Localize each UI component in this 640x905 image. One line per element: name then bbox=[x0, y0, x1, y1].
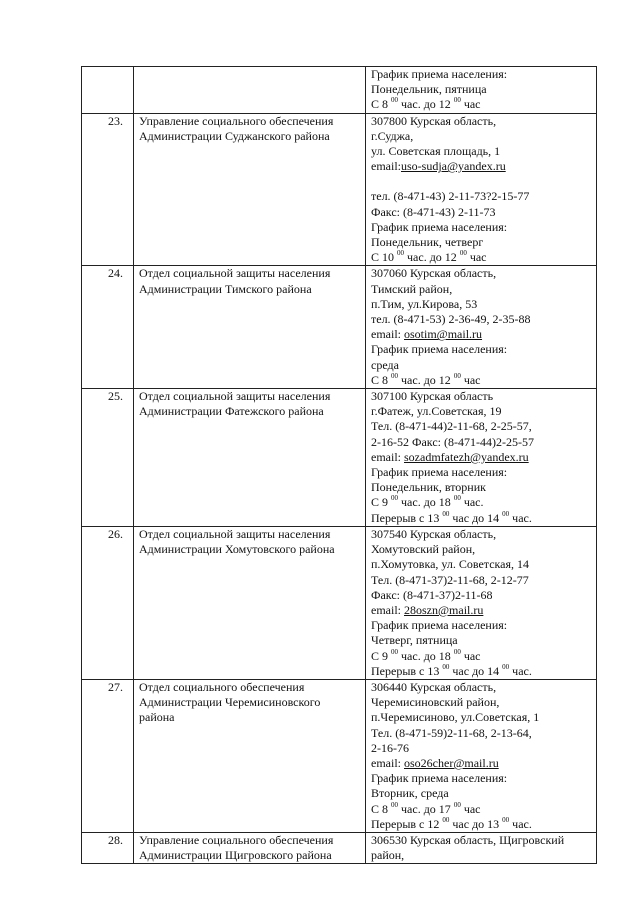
contact-line: Факс: (8-471-37)2-11-68 bbox=[371, 587, 493, 602]
text-segment: час до 14 bbox=[449, 510, 503, 525]
contact-cell bbox=[366, 679, 597, 832]
table-row bbox=[82, 67, 597, 114]
organization-name-line: Отдел социальной защиты населения bbox=[139, 526, 331, 541]
contact-line: Факс: (8-471-43) 2-11-73 bbox=[371, 204, 496, 219]
contact-line: п.Черемисиново, ул.Советская, 1 bbox=[371, 710, 540, 725]
contact-line: район, bbox=[371, 848, 405, 863]
contact-line: г.Фатеж, ул.Советская, 19 bbox=[371, 404, 502, 419]
contact-line: Понедельник, пятница bbox=[371, 82, 487, 97]
organization-name-line: Администрации Черемисиновского bbox=[139, 695, 321, 710]
time-superscript: 00 bbox=[391, 647, 399, 656]
contact-line: График приема населения: bbox=[371, 465, 508, 480]
text-segment: Перерыв с 13 bbox=[371, 510, 443, 525]
organization-name-line: Администрации Хомутовского района bbox=[139, 542, 335, 557]
contact-line bbox=[371, 250, 592, 265]
contact-line: Тел. (8-471-37)2-11-68, 2-12-77 bbox=[371, 572, 529, 587]
time-superscript: 00 bbox=[391, 800, 399, 809]
text-segment: час. до 17 bbox=[398, 801, 454, 816]
contact-line bbox=[371, 664, 592, 679]
time-superscript: 00 bbox=[391, 96, 399, 105]
organization-cell bbox=[134, 67, 366, 114]
contact-line: Понедельник, вторник bbox=[371, 480, 486, 495]
contact-line: 307060 Курская область, bbox=[371, 266, 497, 281]
time-superscript: 00 bbox=[442, 509, 450, 518]
contact-line: 307100 Курская область bbox=[371, 389, 494, 404]
time-superscript: 00 bbox=[502, 509, 510, 518]
email-link[interactable]: uso-sudja@yandex.ru bbox=[401, 159, 506, 174]
contact-line bbox=[371, 373, 592, 388]
contact-line: 306440 Курская область, bbox=[371, 679, 497, 694]
blank-line bbox=[371, 174, 592, 189]
contact-line: Черемисиновский район, bbox=[371, 695, 500, 710]
contact-line bbox=[371, 756, 592, 771]
email-link[interactable]: osotim@mail.ru bbox=[404, 327, 483, 342]
text-segment: час. до 12 bbox=[404, 250, 460, 265]
text-segment: С 8 bbox=[371, 801, 392, 816]
text-segment: час. до 18 bbox=[398, 648, 454, 663]
time-superscript: 00 bbox=[453, 494, 461, 503]
text-segment: час. bbox=[509, 816, 532, 831]
organization-name-line: Управление социального обеспечения bbox=[139, 113, 334, 128]
organization-name-line: района bbox=[139, 710, 175, 725]
email-link[interactable]: 28oszn@mail.ru bbox=[404, 602, 484, 617]
text-segment: Перерыв с 12 bbox=[371, 816, 443, 831]
table-row bbox=[82, 832, 597, 863]
contact-line: Вторник, среда bbox=[371, 786, 449, 801]
text-segment: email: bbox=[371, 327, 404, 342]
time-superscript: 00 bbox=[502, 815, 510, 824]
organization-name-line: Отдел социальной защиты населения bbox=[139, 389, 331, 404]
text-segment: email: bbox=[371, 602, 404, 617]
contact-line: п.Тим, ул.Кирова, 53 bbox=[371, 296, 478, 311]
text-segment: email: bbox=[371, 755, 404, 770]
contact-line: График приема населения: bbox=[371, 67, 508, 81]
contact-line bbox=[371, 495, 592, 510]
contact-line bbox=[371, 649, 592, 664]
organization-cell bbox=[134, 832, 366, 863]
contact-line: График приема населения: bbox=[371, 342, 508, 357]
row-number: 28. bbox=[82, 832, 134, 863]
text-segment: час. bbox=[509, 510, 532, 525]
text-segment: час bbox=[460, 97, 481, 112]
text-segment: час. до 18 bbox=[398, 495, 454, 510]
text-segment: email: bbox=[371, 449, 404, 464]
text-segment: час до 13 bbox=[449, 816, 503, 831]
contact-line: Тел. (8-471-44)2-11-68, 2-25-57, bbox=[371, 419, 532, 434]
table-body bbox=[82, 67, 597, 864]
organization-name-line: Управление социального обеспечения bbox=[139, 832, 334, 847]
contact-line: Хомутовский район, bbox=[371, 542, 476, 557]
contact-line bbox=[371, 802, 592, 817]
contact-line: График приема населения: bbox=[371, 219, 508, 234]
contact-line: 2-16-52 Факс: (8-471-44)2-25-57 bbox=[371, 434, 534, 449]
table-row bbox=[82, 679, 597, 832]
row-number: 23. bbox=[82, 113, 134, 266]
time-superscript: 00 bbox=[397, 249, 405, 258]
time-superscript: 00 bbox=[453, 371, 461, 380]
organization-name-line: Администрации Тимского района bbox=[139, 281, 312, 296]
text-segment: С 8 bbox=[371, 97, 392, 112]
contact-line: 306530 Курская область, Щигровский bbox=[371, 832, 565, 847]
contact-line bbox=[371, 603, 592, 618]
organization-name-line: Отдел социального обеспечения bbox=[139, 679, 305, 694]
text-segment: час. bbox=[509, 663, 532, 678]
time-superscript: 00 bbox=[391, 371, 399, 380]
time-superscript: 00 bbox=[459, 249, 467, 258]
contact-line: Понедельник, четверг bbox=[371, 235, 484, 250]
text-segment: С 10 bbox=[371, 250, 398, 265]
organization-cell bbox=[134, 113, 366, 266]
text-segment: час bbox=[466, 250, 487, 265]
email-link[interactable]: sozadmfatezh@yandex.ru bbox=[404, 449, 529, 464]
contact-line bbox=[371, 450, 592, 465]
table-row bbox=[82, 526, 597, 679]
table-row bbox=[82, 389, 597, 527]
contact-line: 307540 Курская область, bbox=[371, 526, 497, 541]
contact-line: тел. (8-471-53) 2-36-49, 2-35-88 bbox=[371, 312, 531, 327]
contact-line bbox=[371, 511, 592, 526]
row-number: 27. bbox=[82, 679, 134, 832]
text-segment: час. bbox=[460, 495, 484, 510]
contact-cell bbox=[366, 389, 597, 527]
text-segment: час до 14 bbox=[449, 663, 503, 678]
row-number: 24. bbox=[82, 266, 134, 389]
contact-line: Тел. (8-471-59)2-11-68, 2-13-64, bbox=[371, 725, 532, 740]
organization-cell bbox=[134, 266, 366, 389]
contact-line: п.Хомутовка, ул. Советская, 14 bbox=[371, 557, 530, 572]
social-services-table bbox=[81, 66, 597, 864]
time-superscript: 00 bbox=[453, 96, 461, 105]
organization-cell bbox=[134, 526, 366, 679]
table-row bbox=[82, 266, 597, 389]
row-number: 25. bbox=[82, 389, 134, 527]
contact-line: 307800 Курская область, bbox=[371, 113, 497, 128]
organization-name-line: Отдел социальной защиты населения bbox=[139, 266, 331, 281]
contact-line: г.Суджа, bbox=[371, 128, 414, 143]
contact-line: Тимский район, bbox=[371, 281, 453, 296]
table-row bbox=[82, 113, 597, 266]
contact-line: среда bbox=[371, 357, 399, 372]
text-segment: час. до 12 bbox=[398, 372, 454, 387]
text-segment: час. до 12 bbox=[398, 97, 454, 112]
row-number: 26. bbox=[82, 526, 134, 679]
time-superscript: 00 bbox=[442, 662, 450, 671]
contact-line bbox=[371, 159, 592, 174]
text-segment: час bbox=[460, 801, 481, 816]
contact-line bbox=[371, 327, 592, 342]
text-segment: час bbox=[460, 372, 481, 387]
text-segment: С 8 bbox=[371, 372, 392, 387]
text-segment: Перерыв с 13 bbox=[371, 663, 443, 678]
contact-line: График приема населения: bbox=[371, 771, 508, 786]
organization-cell bbox=[134, 679, 366, 832]
organization-cell bbox=[134, 389, 366, 527]
contact-line bbox=[371, 817, 592, 832]
time-superscript: 00 bbox=[391, 494, 399, 503]
organization-name-line: Администрации Щигровского района bbox=[139, 848, 332, 863]
time-superscript: 00 bbox=[453, 800, 461, 809]
time-superscript: 00 bbox=[502, 662, 510, 671]
contact-cell bbox=[366, 67, 597, 114]
text-segment: email: bbox=[371, 159, 401, 174]
contact-cell bbox=[366, 266, 597, 389]
text-segment: С 9 bbox=[371, 648, 392, 663]
contact-line bbox=[371, 97, 592, 112]
contact-cell bbox=[366, 832, 597, 863]
time-superscript: 00 bbox=[453, 647, 461, 656]
row-number bbox=[82, 67, 134, 114]
time-superscript: 00 bbox=[442, 815, 450, 824]
contact-line: График приема населения: bbox=[371, 618, 508, 633]
contact-line: Четверг, пятница bbox=[371, 633, 458, 648]
contact-line: ул. Советская площадь, 1 bbox=[371, 144, 501, 159]
email-link[interactable]: oso26cher@mail.ru bbox=[404, 755, 499, 770]
contact-line: 2-16-76 bbox=[371, 740, 409, 755]
contact-cell bbox=[366, 526, 597, 679]
contact-cell bbox=[366, 113, 597, 266]
organization-name-line: Администрации Суджанского района bbox=[139, 128, 330, 143]
organization-name-line: Администрации Фатежского района bbox=[139, 404, 324, 419]
text-segment: С 9 bbox=[371, 495, 392, 510]
text-segment: час bbox=[460, 648, 481, 663]
contact-line: тел. (8-471-43) 2-11-73?2-15-77 bbox=[371, 189, 530, 204]
